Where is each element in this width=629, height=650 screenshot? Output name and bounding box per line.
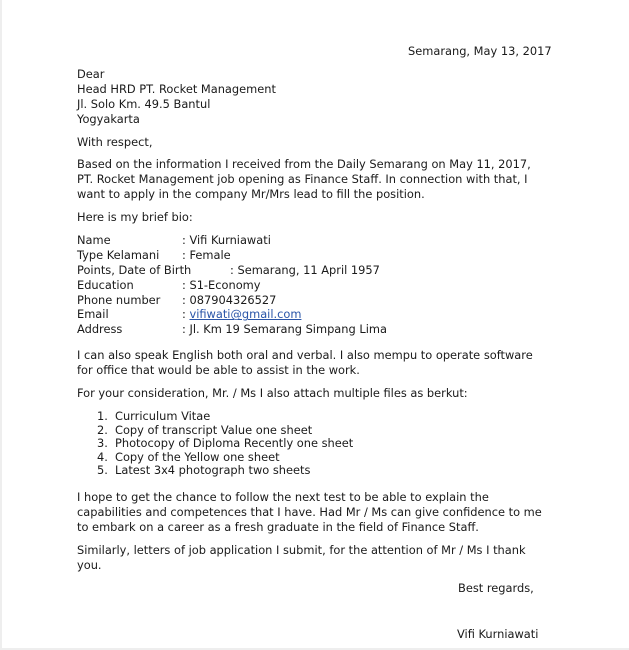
list-number: 3. xyxy=(97,436,108,451)
skills-line: I can also speak English both oral and verbal. I also mempu to operate software xyxy=(77,348,533,362)
bio-label: Name xyxy=(77,233,111,247)
intro-paragraph xyxy=(77,157,554,202)
recipient-line: Yogyakarta xyxy=(77,112,140,126)
list-number: 2. xyxy=(97,422,108,437)
bio-label: Phone number xyxy=(77,292,161,307)
bio-heading-text: Here is my brief bio: xyxy=(77,210,193,224)
bio-heading xyxy=(77,210,554,225)
letter-date: Semarang, May 13, 2017 xyxy=(408,44,552,58)
closing-paragraph xyxy=(77,543,554,573)
bio-value: : 087904326527 xyxy=(182,292,277,307)
bio-value xyxy=(182,307,301,322)
bio-row-gender xyxy=(77,248,497,263)
hope-line: I hope to get the chance to follow the next test to be able to explain the xyxy=(77,490,489,504)
list-number: 5. xyxy=(97,463,108,478)
intro-line: Based on the information I received from the Daily Semarang on May 11, 2017, xyxy=(77,157,531,171)
bio-value: : Vifi Kurniawati xyxy=(182,233,271,247)
recipient-line: Jl. Solo Km. 49.5 Bantul xyxy=(77,97,211,111)
intro-line: want to apply in the company Mr/Mrs lead to fill the position. xyxy=(77,187,425,201)
bio-label: Address xyxy=(77,322,123,337)
recipient-line: Head HRD PT. Rocket Management xyxy=(77,82,276,96)
hope-line: capabilities and competences that I have. Had Mr / Ms can give confidence to me xyxy=(77,505,542,519)
list-text: Latest 3x4 photograph two sheets xyxy=(115,463,311,478)
list-number: 4. xyxy=(97,449,108,464)
bio-label: Type Kelamani xyxy=(77,247,160,262)
list-text: Copy of transcript Value one sheet xyxy=(115,422,313,437)
bio-row-email xyxy=(77,307,497,322)
list-text: Curriculum Vitae xyxy=(115,409,211,423)
skills-line: for office that would be able to assist in the work. xyxy=(77,363,360,377)
greeting-text: With respect, xyxy=(77,135,153,149)
bio-value: : Female xyxy=(182,247,231,262)
bio-row-education xyxy=(77,278,497,293)
closing-line: you. xyxy=(77,558,102,572)
bio-label: Education xyxy=(77,277,134,292)
list-text: Photocopy of Diploma Recently one sheet xyxy=(115,436,354,451)
hope-line: to embark on a career as a fresh graduate in the field of Finance Staff. xyxy=(77,520,479,534)
greeting xyxy=(77,135,554,150)
attach-heading-text: For your consideration, Mr. / Ms I also attach multiple files as berkut: xyxy=(77,386,468,400)
email-colon: : xyxy=(182,307,190,322)
list-number: 1. xyxy=(97,409,108,423)
attach-heading xyxy=(77,386,554,401)
bio-row-phone xyxy=(77,293,497,308)
intro-line: PT. Rocket Management job opening as Finance Staff. In connection with that, I xyxy=(77,172,528,186)
hope-paragraph xyxy=(77,490,554,535)
page-edge-left xyxy=(0,0,2,650)
bio-label: Points, Date of Birth xyxy=(77,262,192,277)
bio-row-birth xyxy=(77,263,497,278)
bio-value: : Semarang, 11 April 1957 xyxy=(230,262,380,277)
bio-table xyxy=(77,233,497,337)
bio-row-name xyxy=(77,233,497,248)
signature-name: Vifi Kurniawati xyxy=(457,627,539,641)
bio-value: : S1-Economy xyxy=(182,277,261,292)
recipient-block xyxy=(77,67,554,127)
recipient-line: Dear xyxy=(77,67,105,81)
regards: Best regards, xyxy=(458,581,534,595)
email-link[interactable]: vifiwati@gmail.com xyxy=(189,307,302,322)
closing-line: Similarly, letters of job application I submit, for the attention of Mr / Ms I thank xyxy=(77,543,526,557)
skills-paragraph xyxy=(77,348,554,378)
bio-value: : Jl. Km 19 Semarang Simpang Lima xyxy=(182,322,387,337)
list-text: Copy of the Yellow one sheet xyxy=(115,449,280,464)
bio-label: Email xyxy=(77,307,109,322)
bio-row-address xyxy=(77,322,497,337)
